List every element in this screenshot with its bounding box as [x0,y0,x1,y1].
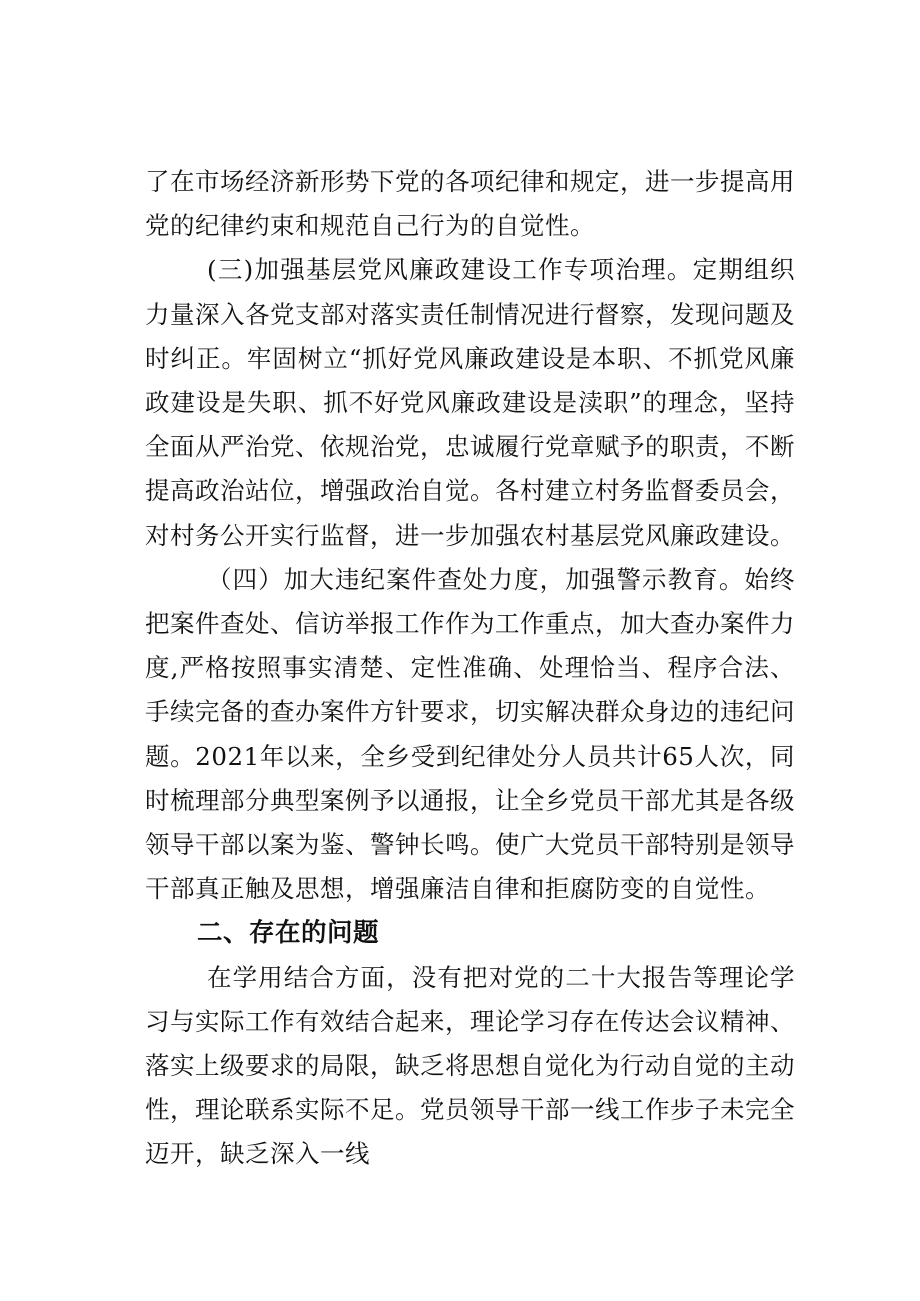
section-heading: 二、存在的问题 [197,918,380,949]
paragraph-section-4: （四）加大违纪案件查处力度，加强警示教育。始终把案件查处、信访举报工作作为工作重点，加大查办案件力度,严格按照事实清楚、定性准确、处理恰当、程序合法、手续完备的查办案件方针要求，切实解决群众身边的违纪问题。2021年以来，全乡受到纪律处分人员共计65人次，同时梳理部分典型案例予以通报，让全乡党员干部尤其是各级领导干部以案为鉴、警钟长鸣。使广大党员干部特别是领导干部真正触及思想，增强廉洁自律和拒腐防变的自觉性。 [145,564,795,904]
paragraph-section-3: (三)加强基层党风廉政建设工作专项治理。定期组织力量深入各党支部对落实责任制情况进行督察，发现问题及时纠正。牢固树立“抓好党风廉政建设是本职、不抓党风廉政建设是失职、抓不好党风廉政建设是渎职”的理念，坚持全面从严治党、依规治党，忠诚履行党章赋予的职责，不断提高政治站位，增强政治自觉。各村建立村务监督委员会，对村务公开实行监督，进一步加强农村基层党风廉政建设。 [145,255,795,550]
paragraph-problems: 在学用结合方面，没有把对党的二十大报告等理论学习与实际工作有效结合起来，理论学习存在传达会议精神、落实上级要求的局限，缺乏将思想自觉化为行动自觉的主动性，理论联系实际不足。党员领导干部一线工作步子未完全迈开，缺乏深入一线 [145,962,795,1169]
document-body [145,160,795,1177]
paragraph-continuation: 了在市场经济新形势下党的各项纪律和规定，进一步提高用党的纪律约束和规范自己行为的自觉性。 [145,167,795,241]
